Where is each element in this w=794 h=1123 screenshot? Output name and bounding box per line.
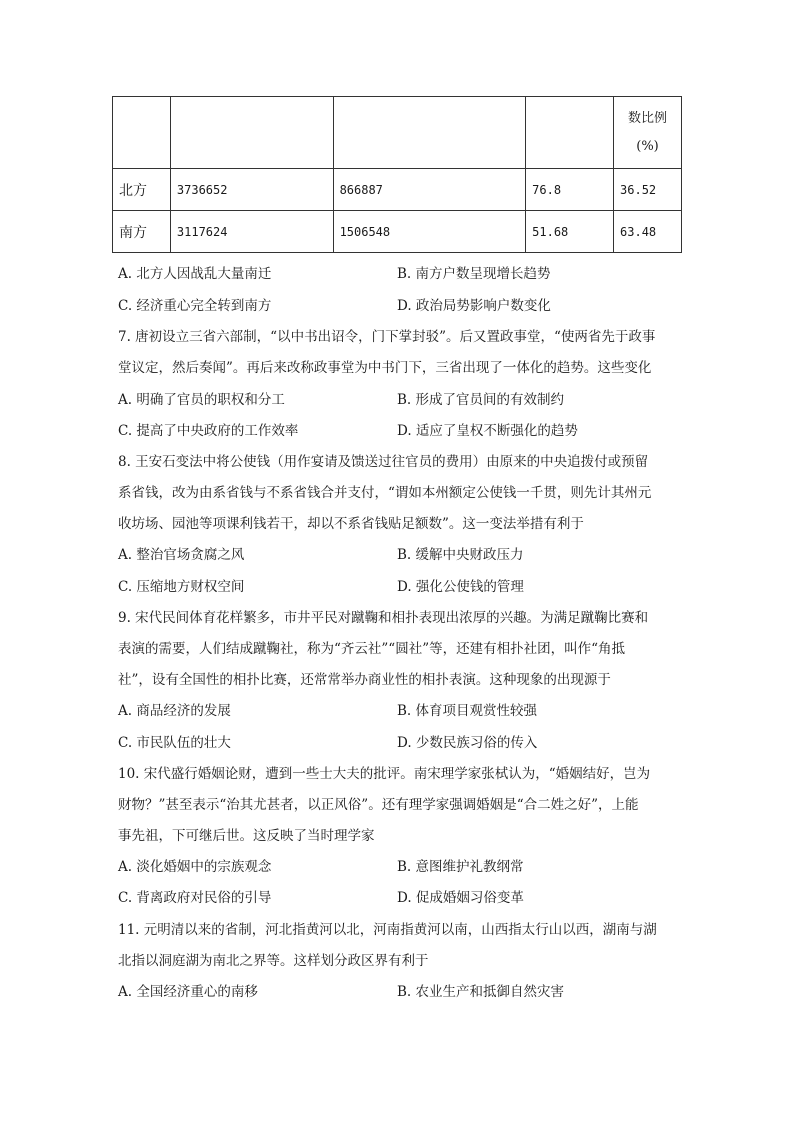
q6-option-d: D. 政治局势影响户数变化 bbox=[397, 298, 551, 314]
table-cell: 3117624 bbox=[170, 211, 333, 253]
q7-option-b: B. 形成了官员间的有效制约 bbox=[397, 392, 565, 408]
household-table bbox=[112, 96, 682, 253]
q8-stem-line: 8. 王安石变法中将公使钱（用作宴请及馈送过往官员的费用）由原来的中央追拨付或预留 bbox=[118, 454, 649, 470]
q9-option-b: B. 体育项目观赏性较强 bbox=[397, 703, 538, 719]
q11-option-b: B. 农业生产和抵御自然灾害 bbox=[397, 984, 565, 1000]
q8-stem-line: 收坊场、园池等项课利钱若干，却以不系省钱贴足额数”。这一变法举措有利于 bbox=[118, 516, 584, 532]
q7-option-d: D. 适应了皇权不断强化的趋势 bbox=[397, 423, 578, 439]
q6-option-b: B. 南方户数呈现增长趋势 bbox=[397, 266, 551, 282]
q6-option-c: C. 经济重心完全转到南方 bbox=[118, 298, 272, 314]
q10-stem-line: 10. 宋代盛行婚姻论财，遭到一些士大夫的批评。南宋理学家张栻认为，“婚姻结好，岂为 bbox=[118, 766, 651, 782]
ratio-header-label: 数比例 bbox=[628, 110, 668, 126]
table-header-cell bbox=[333, 97, 526, 169]
q11-stem-line: 11. 元明清以来的省制，河北指黄河以北，河南指黄河以南，山西指太行山以西，湖南与湖 bbox=[118, 922, 657, 938]
table-cell: 63.48 bbox=[614, 211, 682, 253]
q8-option-b: B. 缓解中央财政压力 bbox=[397, 547, 524, 563]
q9-stem-line: 9. 宋代民间体育花样繁多，市井平民对蹴鞠和相扑表现出浓厚的兴趣。为满足蹴鞠比赛和 bbox=[118, 610, 649, 626]
q9-option-a: A. 商品经济的发展 bbox=[118, 703, 231, 719]
q10-option-d: D. 促成婚姻习俗变革 bbox=[397, 890, 524, 906]
q8-option-a: A. 整治官场贪腐之风 bbox=[118, 547, 245, 563]
q7-option-c: C. 提高了中央政府的工作效率 bbox=[118, 423, 299, 439]
q9-stem-line: 表演的需要，人们结成蹴鞠社，称为“齐云社”“圆社”等，还建有相扑社团，叫作“角抵 bbox=[118, 641, 626, 657]
q10-option-a: A. 淡化婚姻中的宗族观念 bbox=[118, 859, 272, 875]
q11-stem-line: 北指以洞庭湖为南北之界等。这样划分政区界有利于 bbox=[118, 953, 429, 969]
q10-stem-line: 事先祖，下可继后世。这反映了当时理学家 bbox=[118, 828, 375, 844]
q10-stem-line: 财物？”甚至表示“治其尤甚者，以正风俗”。还有理学家强调婚姻是“合二姓之好”，上能 bbox=[118, 797, 639, 813]
region-cell: 南方 bbox=[113, 211, 171, 253]
table-header-row bbox=[113, 97, 682, 169]
q10-option-c: C. 背离政府对民俗的引导 bbox=[118, 890, 272, 906]
ratio-header-unit: (%) bbox=[636, 138, 659, 154]
q9-stem-line: 社”，设有全国性的相扑比赛，还常常举办商业性的相扑表演。这种现象的出现源于 bbox=[118, 672, 611, 688]
q8-option-d: D. 强化公使钱的管理 bbox=[397, 579, 524, 595]
table-cell: 866887 bbox=[333, 169, 526, 211]
q9-option-d: D. 少数民族习俗的传入 bbox=[397, 735, 538, 751]
table-header-cell bbox=[170, 97, 333, 169]
table-header-cell bbox=[113, 97, 171, 169]
table-cell: 76.8 bbox=[526, 169, 614, 211]
table-cell: 1506548 bbox=[333, 211, 526, 253]
table-cell: 51.68 bbox=[526, 211, 614, 253]
table-row bbox=[113, 211, 682, 253]
region-cell: 北方 bbox=[113, 169, 171, 211]
q6-option-a: A. 北方人因战乱大量南迁 bbox=[118, 266, 272, 282]
q11-option-a: A. 全国经济重心的南移 bbox=[118, 984, 258, 1000]
table-header-cell bbox=[526, 97, 614, 169]
q8-option-c: C. 压缩地方财权空间 bbox=[118, 579, 245, 595]
q7-stem-line: 7. 唐初设立三省六部制，“以中书出诏令，门下掌封驳”。后又置政事堂，“使两省先于政事 bbox=[118, 329, 656, 345]
q10-option-b: B. 意图维护礼教纲常 bbox=[397, 859, 524, 875]
q7-stem-line: 堂议定，然后奏闻”。再后来改称政事堂为中书门下，三省出现了一体化的趋势。这些变化 bbox=[118, 360, 652, 376]
q8-stem-line: 系省钱，改为由系省钱与不系省钱合并支付，“谓如本州额定公使钱一千贯，则先计其州元 bbox=[118, 485, 652, 501]
q7-option-a: A. 明确了官员的职权和分工 bbox=[118, 392, 285, 408]
q9-option-c: C. 市民队伍的壮大 bbox=[118, 735, 231, 751]
table-cell: 36.52 bbox=[614, 169, 682, 211]
table-header-ratio bbox=[614, 97, 682, 169]
table-cell: 3736652 bbox=[170, 169, 333, 211]
table-row bbox=[113, 169, 682, 211]
